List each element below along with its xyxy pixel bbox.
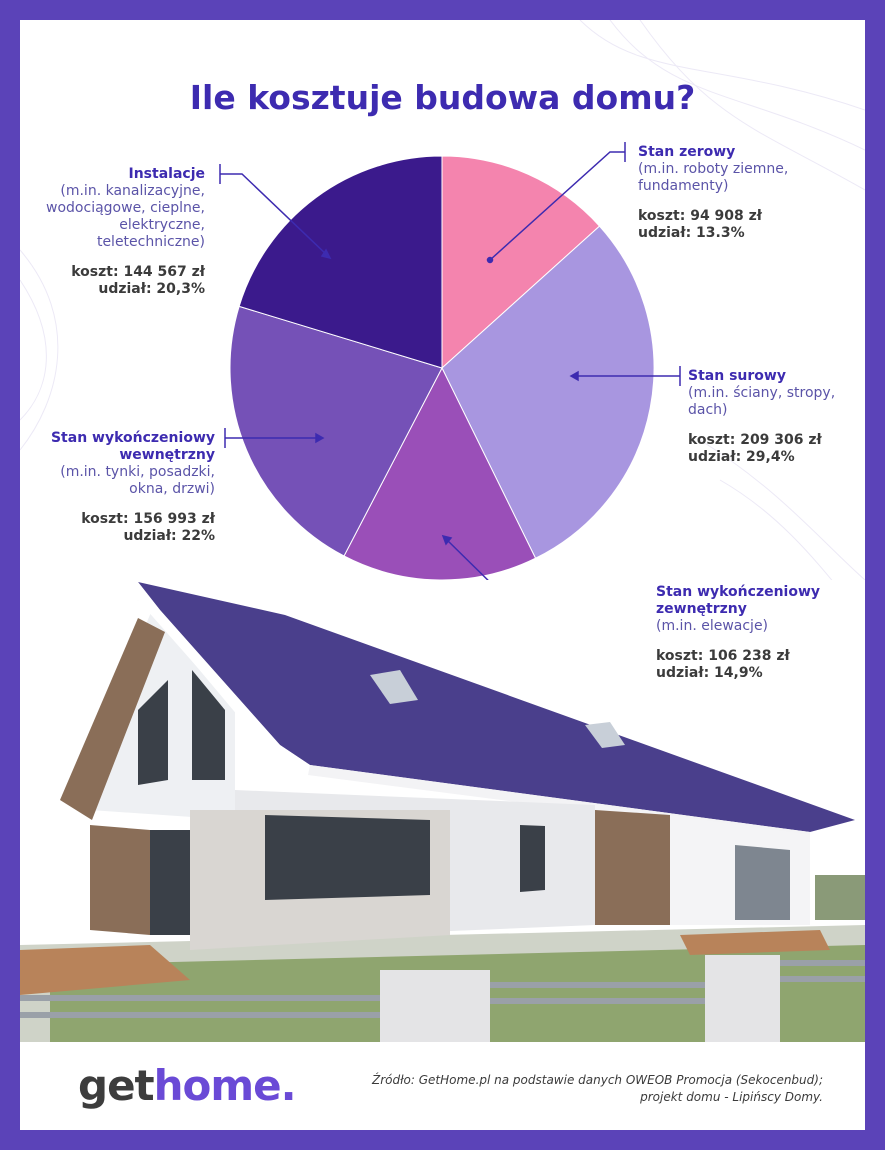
label-detail: (m.in. elewacje) (656, 618, 769, 634)
label-share: udział: 13.3% (638, 225, 745, 241)
label-detail: dach) (688, 402, 728, 418)
label-cost: koszt: 106 238 zł (656, 648, 790, 664)
label-share: udział: 20,3% (98, 281, 205, 297)
label-stan-surowy (688, 368, 835, 466)
label-share: udział: 22% (123, 528, 215, 544)
label-stan-wykonczeniowy-zewnetrzny (656, 584, 820, 682)
label-detail: (m.in. kanalizacyjne, (60, 183, 205, 199)
label-detail: teletechniczne) (96, 234, 205, 250)
label-cost: koszt: 94 908 zł (638, 208, 762, 224)
source-note (372, 1072, 823, 1106)
logo-part-get: get (78, 1061, 154, 1110)
source-line: projekt domu - Lipińscy Domy. (640, 1090, 823, 1104)
label-cost: koszt: 144 567 zł (71, 264, 205, 280)
logo-part-home: home. (153, 1061, 296, 1110)
label-heading: Stan wykończeniowy (50, 430, 215, 446)
label-stan-zerowy (638, 144, 788, 242)
label-heading: wewnętrzny (119, 447, 215, 463)
infographic-card (20, 20, 865, 1130)
label-cost: koszt: 156 993 zł (81, 511, 215, 527)
footer (20, 1042, 865, 1130)
source-line: Źródło: GetHome.pl na podstawie danych OWEOB Promocja (Sekocenbud); (371, 1073, 823, 1087)
label-heading: Stan zerowy (638, 144, 736, 160)
label-detail: okna, drzwi) (129, 481, 215, 497)
label-cost: koszt: 209 306 zł (688, 432, 822, 448)
label-detail: (m.in. ściany, stropy, (688, 385, 836, 401)
label-heading: Instalacje (128, 166, 205, 182)
gethome-logo[interactable] (78, 1062, 296, 1110)
pie-chart (230, 156, 654, 580)
page-title: Ile kosztuje budowa domu? (189, 78, 696, 117)
label-heading: Stan wykończeniowy (656, 584, 821, 600)
label-detail: (m.in. roboty ziemne, (638, 161, 789, 177)
label-heading: Stan surowy (688, 368, 786, 384)
label-detail: elektryczne, (119, 217, 205, 233)
label-detail: wodociągowe, cieplne, (46, 200, 205, 216)
label-instalacje (46, 166, 205, 298)
label-stan-wykonczeniowy-wewnetrzny (51, 430, 215, 545)
label-detail: fundamenty) (638, 178, 729, 194)
label-share: udział: 14,9% (656, 665, 763, 681)
label-detail: (m.in. tynki, posadzki, (60, 464, 215, 480)
label-heading: zewnętrzny (656, 601, 747, 617)
label-share: udział: 29,4% (688, 449, 795, 465)
